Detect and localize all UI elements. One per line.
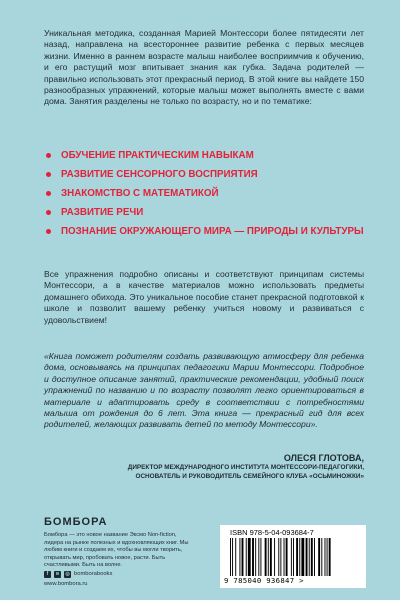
bullet-icon [46, 210, 51, 215]
barcode-bar [268, 538, 269, 576]
barcode-bar [232, 538, 233, 576]
barcode-bar [314, 538, 315, 576]
publisher-logo: БОМБОРА [44, 516, 108, 528]
bullet-icon [46, 172, 51, 177]
bullet-icon [46, 191, 51, 196]
barcode-bar [291, 538, 292, 576]
barcode-bar [260, 538, 261, 576]
topic-label: ПОЗНАНИЕ ОКРУЖАЮЩЕГО МИРА — ПРИРОДЫ И КУЛЬТУРЫ [61, 226, 364, 237]
endorsement-quote: «Книга поможет родителям создать развивающую атмосферу для ребенка дома, основываясь на принципах педагогики Марии Монтессори. Подробное и доступное описание занятий, практические рекомендации, удобный поиск упражнений по названию и по возрасту позволят легко ориентироваться в материале и адаптировать среду в соответствии с потребностями малыша от рождения до 6 лет. Эта книга — прекрасный гид для всех родителей, желающих развивать детей по методу Монтессори». [44, 351, 364, 430]
barcode-bar [252, 538, 254, 576]
barcode-bar [235, 538, 236, 576]
bullet-icon [46, 229, 51, 234]
bullet-icon [46, 153, 51, 158]
barcode-bar [246, 538, 247, 576]
barcode-bar [230, 538, 231, 576]
barcode-bar [274, 538, 275, 576]
isbn-label: ISBN 978-5-04-093684-7 [230, 528, 314, 537]
author-role-line2: ОСНОВАТЕЛЬ И РУКОВОДИТЕЛЬ СЕМЕЙНОГО КЛУБА «ОСЬМИНОЖКИ» [135, 472, 364, 480]
topic-label: РАЗВИТИЕ РЕЧИ [61, 207, 144, 218]
vk-icon[interactable]: в [55, 571, 60, 577]
barcode-bar [239, 538, 240, 576]
barcode-bar [248, 538, 251, 576]
barcode-bar [258, 538, 259, 576]
topic-label: ОБУЧЕНИЕ ПРАКТИЧЕСКИМ НАВЫКАМ [61, 150, 254, 161]
topics-list [46, 150, 366, 245]
author-role-line1: ДИРЕКТОР МЕЖДУНАРОДНОГО ИНСТИТУТА МОНТЕССОРИ-ПЕДАГОГИКИ, [127, 464, 364, 471]
topic-label: ЗНАКОМСТВО С МАТЕМАТИКОЙ [61, 188, 219, 199]
quote-author [44, 452, 364, 482]
barcode-bar [318, 538, 320, 576]
barcode-bar [301, 538, 304, 576]
barcode-bar [325, 538, 326, 576]
list-item [46, 188, 366, 200]
social-handle: bomborabooks [74, 571, 113, 577]
barcode-bar [296, 538, 298, 576]
instagram-icon[interactable]: ◎ [65, 571, 70, 577]
list-item [46, 207, 366, 219]
list-item [46, 169, 366, 181]
barcode-digits: 9 785040 936847 > [224, 576, 304, 585]
barcode-bar [280, 538, 281, 576]
facebook-icon[interactable]: f [44, 571, 51, 578]
barcode-bar [309, 538, 310, 576]
intro-paragraph: Уникальная методика, созданная Марией Монтессори более пятидесяти лет назад, направлена на всестороннее развитие ребенка с первых месяцев жизни. Именно в раннем возрасте малыш наиболее восприимчив к обучению, и его растущий мозг впитывает знания как губка. Задача родителей — правильно использовать этот прекрасный период. В этой книге вы найдете 150 разнообразных упражнений, которые малыш может выполнять вместе с вами дома. Занятия разделены не только по возрасту, но и по тематике: [44, 28, 364, 107]
barcode-bar [242, 538, 244, 576]
barcode-bar [321, 538, 322, 576]
barcode-bar [327, 538, 328, 576]
barcode-bar [270, 538, 272, 576]
barcode-bar [299, 538, 300, 576]
topic-label: РАЗВИТИЕ СЕНСОРНОГО ВОСПРИЯТИЯ [61, 169, 258, 180]
barcode-bar [278, 538, 279, 576]
list-item [46, 226, 366, 238]
barcode-image [230, 538, 356, 576]
barcode-bar [284, 538, 285, 576]
barcode-bar [286, 538, 288, 576]
publisher-website[interactable]: www.bombora.ru [44, 581, 88, 587]
description-paragraph: Все упражнения подробно описаны и соответствуют принципам системы Монтессори, а в качестве материалов можно использовать предметы домашнего обихода. Это уникальное пособие станет прекрасной подготовкой к школе и позволит вашему ребенку учиться новому и развиваться с удовольствием! [44, 269, 364, 325]
list-item [46, 150, 366, 162]
social-links [44, 571, 112, 578]
barcode-bar [311, 538, 313, 576]
barcode-bar [293, 538, 294, 576]
author-name: ОЛЕСЯ ГЛОТОВА, [283, 453, 364, 463]
barcode-bar [306, 538, 308, 576]
barcode-bar [329, 538, 331, 576]
barcode-bar [255, 538, 256, 576]
barcode-bar [265, 538, 267, 576]
barcode-panel [220, 525, 366, 588]
publisher-description: Бомбора — это новое название Эксмо Non-fiction, лидера на рынке полезных и вдохновляющих книг. Мы любим книги и создаем их, чтобы вы могли творить, открывать мир, пробовать новое, расти. Быть счастливыми. Быть на волне. [44, 532, 189, 569]
